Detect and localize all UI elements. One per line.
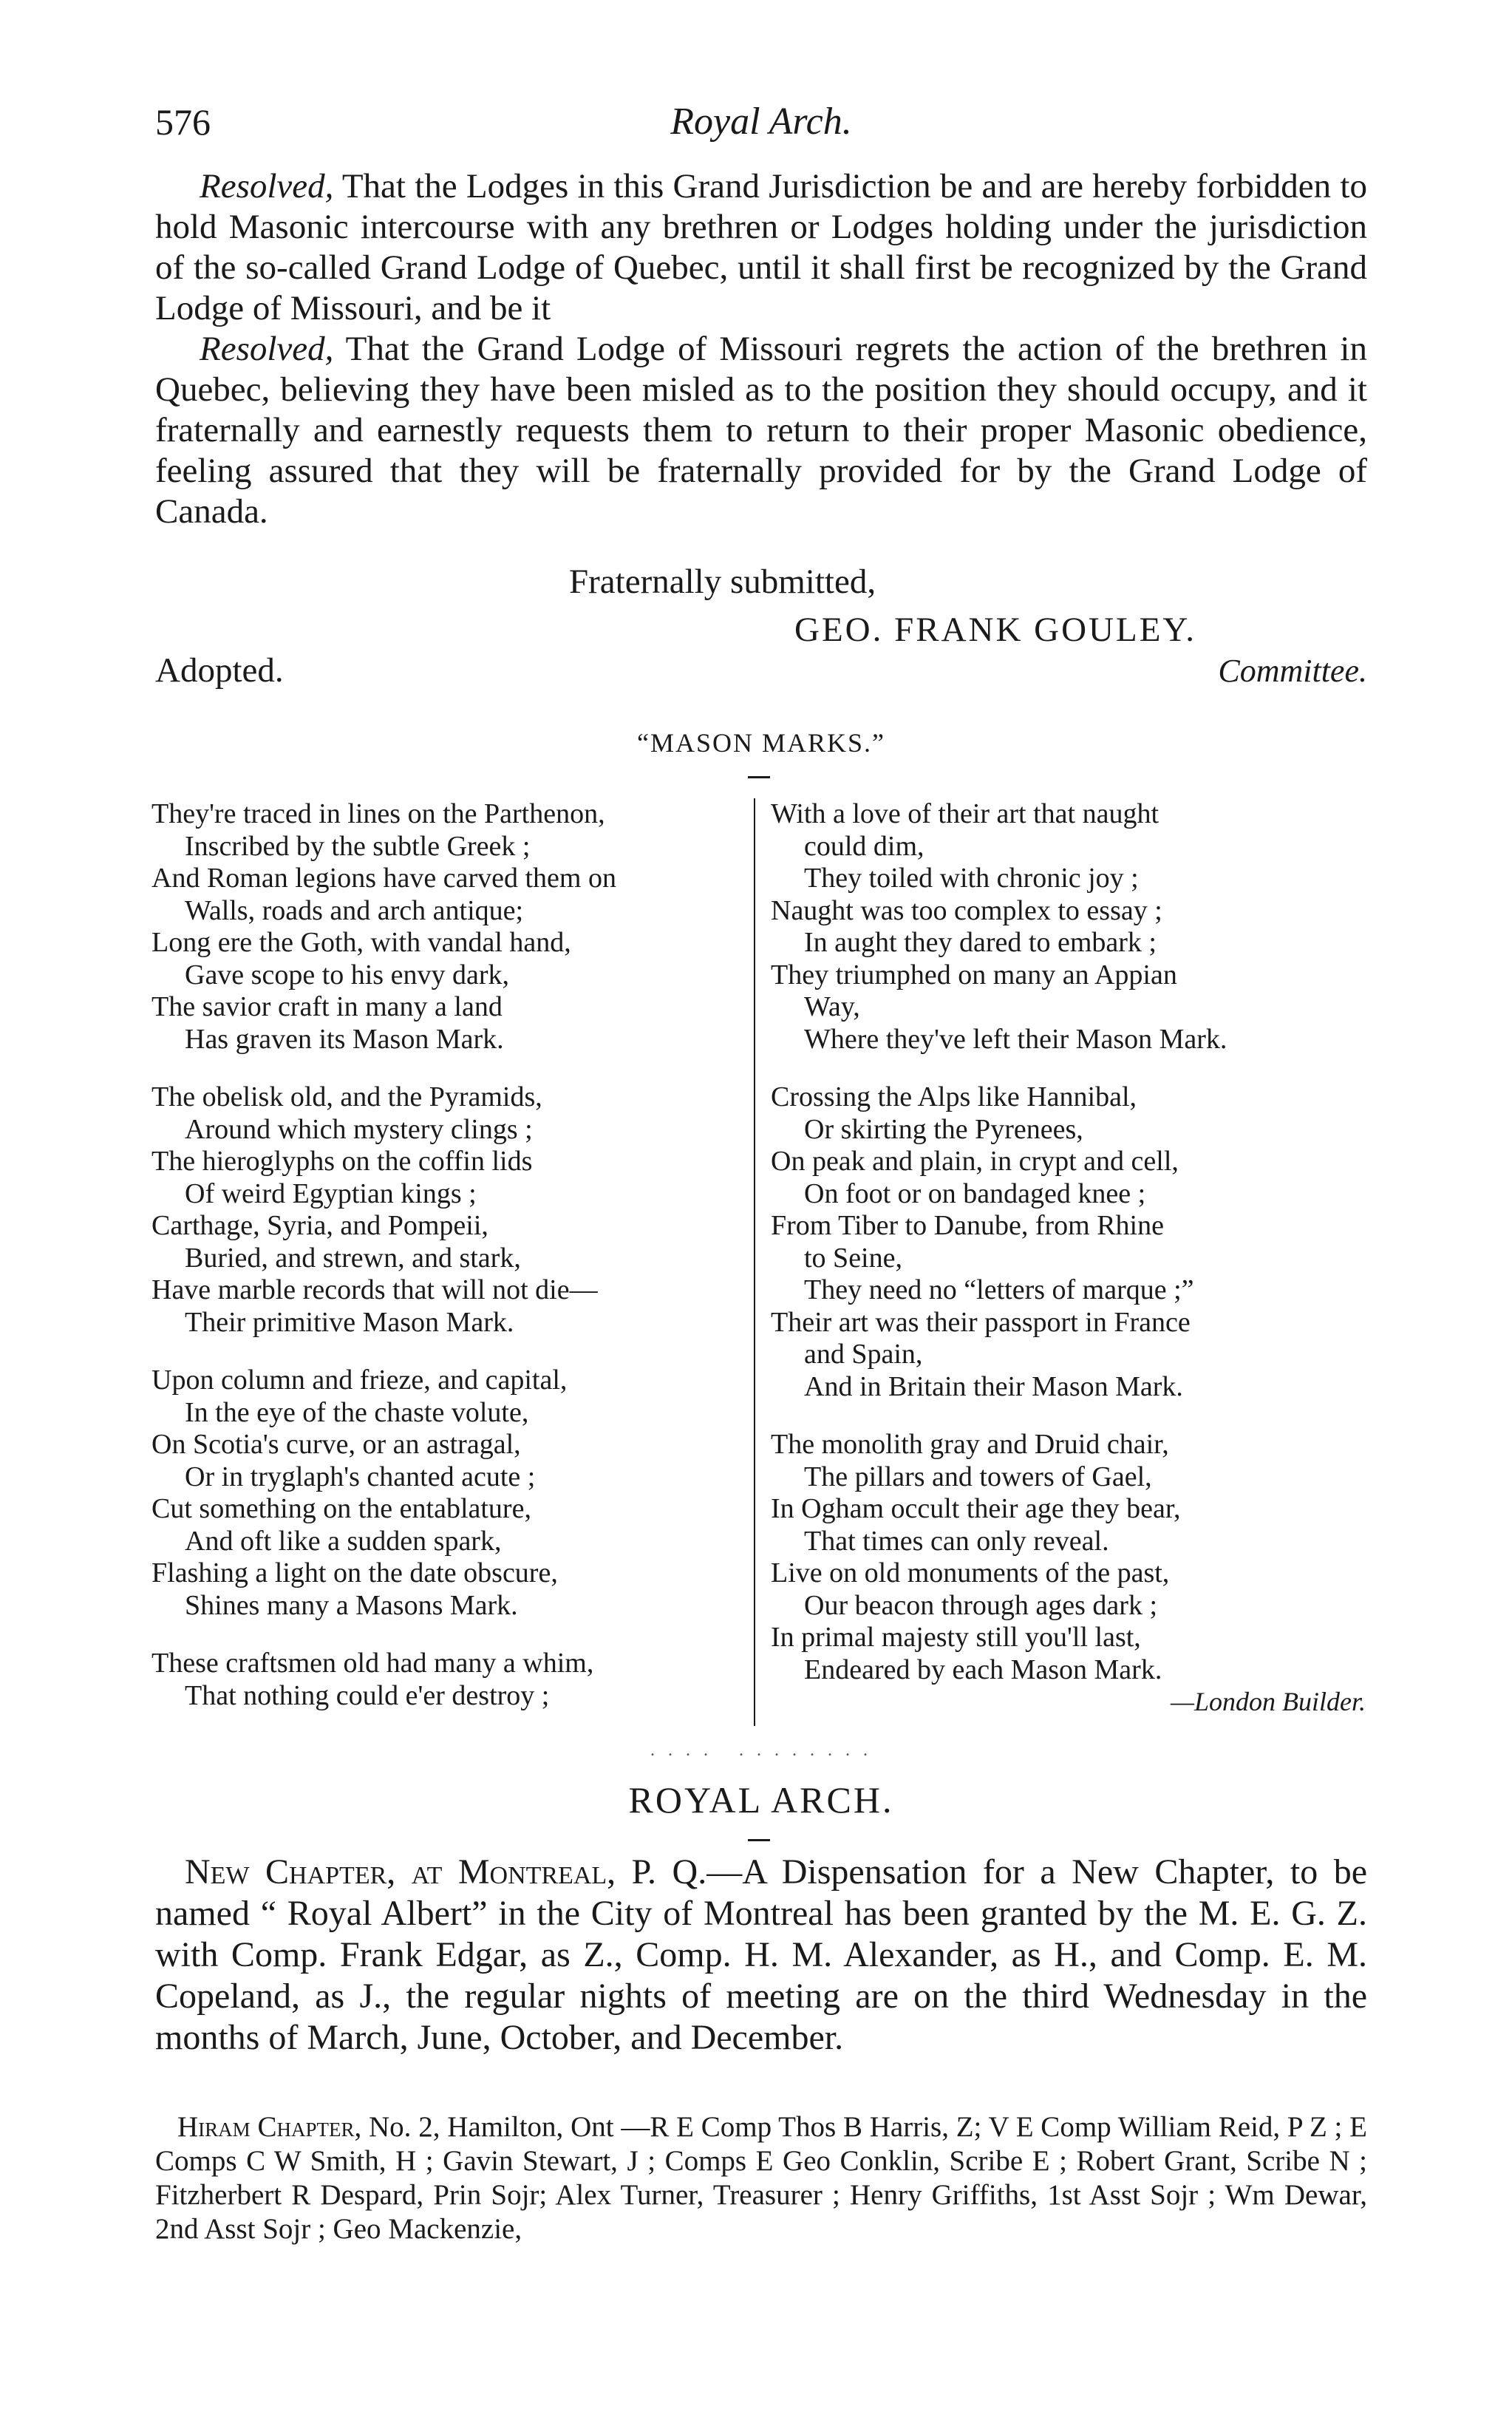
poem-line: to Seine,: [804, 1242, 902, 1274]
poem-line: could dim,: [804, 830, 924, 862]
poem-line: Has graven its Mason Mark.: [185, 1023, 504, 1055]
resolution-lead: Resolved,: [200, 167, 334, 205]
chapter-lead: New Chapter, at Montreal, P. Q.: [185, 1852, 707, 1892]
poem-line: Where they've left their Mason Mark.: [804, 1023, 1227, 1055]
poem-line: Their primitive Mason Mark.: [185, 1306, 514, 1338]
hiram-lead: Hiram Chapter,: [177, 2111, 362, 2143]
resolution-text: That the Grand Lodge of Missouri regrets the action of the brethren in Quebec, believing they have been misled as to the position they should occupy, and it fraternally and earnestly requests them to return to their proper Masonic obedience, feeling assured that they will be fraternally provided for by the Grand Lodge of Canada.: [155, 330, 1367, 531]
chapter-text: —A Dispensation for a New Chapter, to be named “ Royal Albert” in the City of Montreal has been granted by the M. E. G. Z. with Comp. Frank Edgar, as Z., Comp. H. M. Alexander, as H., and Comp. E. M. Copeland, as J., the regular nights of meeting are on the third Wednesday in the months of March, June, October, and December.: [155, 1852, 1368, 2057]
title-divider: [748, 776, 770, 778]
poem-stanza: [151, 1648, 743, 1712]
poem-line: Carthage, Syria, and Pompeii,: [151, 1210, 488, 1241]
poem-line: Shines many a Masons Mark.: [185, 1589, 518, 1621]
poem-line: Our beacon through ages dark ;: [804, 1589, 1158, 1621]
column-divider: [754, 798, 755, 1726]
poem-line: And oft like a sudden spark,: [185, 1525, 502, 1557]
signer-name: GEO. FRANK GOULEY.: [794, 611, 1197, 649]
page-header: [155, 89, 1367, 155]
poem-line: Upon column and frieze, and capital,: [151, 1365, 568, 1396]
poem-line: Flashing a light on the date obscure,: [151, 1557, 558, 1588]
poem-line: And Roman legions have carved them on: [151, 863, 616, 894]
poem-stanza: [151, 1081, 743, 1339]
resolution-lead: Resolved,: [200, 330, 334, 368]
adopted-line: Adopted.: [155, 651, 284, 690]
poem-line: That nothing could e'er destroy ;: [185, 1679, 550, 1711]
poem-stanza: [151, 1365, 743, 1622]
poem-line: Around which mystery clings ;: [185, 1113, 533, 1145]
poem-line: Crossing the Alps like Hannibal,: [771, 1081, 1137, 1112]
poem-line: They toiled with chronic joy ;: [804, 863, 1139, 894]
resolution-text: That the Lodges in this Grand Jurisdiction be and are hereby forbidden to hold Masonic intercourse with any brethren or Lodges holding under the jurisdiction of the so-called Grand Lodge of Quebec, until it shall first be recognized by the Grand Lodge of Missouri, and be it: [155, 167, 1367, 327]
poem-line: Long ere the Goth, with vandal hand,: [151, 927, 571, 958]
poem-line: The hieroglyphs on the coffin lids: [151, 1146, 533, 1177]
poem-line: The pillars and towers of Gael,: [804, 1461, 1152, 1492]
poem-line: and Spain,: [804, 1339, 923, 1370]
hiram-chapter-paragraph: [155, 2110, 1367, 2246]
poem-line: Buried, and strewn, and stark,: [185, 1242, 521, 1274]
poem-column-right: [771, 798, 1366, 1744]
section-divider: [748, 1839, 770, 1841]
poem-stanza: [771, 1081, 1366, 1403]
poem-line: Way,: [804, 991, 860, 1022]
poem-line: Naught was too complex to essay ;: [771, 894, 1162, 926]
poem-line: The savior craft in many a land: [151, 991, 503, 1022]
poem-line: Or in tryglaph's chanted acute ;: [185, 1461, 536, 1492]
poem-line: In the eye of the chaste volute,: [185, 1396, 529, 1428]
poem-stanza: [771, 798, 1366, 1056]
poem-line: These craftsmen old had many a whim,: [151, 1648, 594, 1679]
poem-line: On Scotia's curve, or an astragal,: [151, 1429, 521, 1460]
resolution-paragraph: [155, 166, 1367, 329]
chapter-paragraph: [155, 1852, 1367, 2059]
section-separator: . . . . . . . . . . . .: [650, 1741, 872, 1760]
poem-attribution: —London Builder.: [1170, 1687, 1366, 1716]
poem-line: Walls, roads and arch antique;: [185, 894, 524, 926]
poem-line: Their art was their passport in France: [771, 1306, 1191, 1338]
poem-line: On peak and plain, in crypt and cell,: [771, 1146, 1179, 1177]
running-title: Royal Arch.: [670, 101, 852, 143]
committee-label: Committee.: [1218, 653, 1367, 689]
poem-line: Have marble records that will not die—: [151, 1274, 598, 1305]
resolutions-block: [155, 166, 1367, 532]
poem-line: From Tiber to Danube, from Rhine: [771, 1210, 1164, 1241]
poem-title: “MASON MARKS.”: [636, 728, 886, 758]
poem-stanza: [771, 1429, 1366, 1719]
poem-line: That times can only reveal.: [804, 1525, 1109, 1557]
hiram-text: No. 2, Hamilton, Ont —R E Comp Thos B Harris, Z; V E Comp William Reid, P Z ; E Comps C W Smith, H ; Gavin Stewart, J ; Comps E Geo Conklin, Scribe E ; Robert Grant, Scribe N ; Fitzherbert R Despard, Prin Sojr; Alex Turner, Treasurer ; Henry Griffiths, 1st Asst Sojr ; Wm Dewar, 2nd Asst Sojr ; Geo Mackenzie,: [155, 2111, 1367, 2245]
poem-line: Inscribed by the subtle Greek ;: [185, 830, 531, 862]
poem-stanza: [151, 798, 743, 1056]
poem-line: They're traced in lines on the Parthenon,: [151, 798, 605, 829]
poem-line: They need no “letters of marque ;”: [804, 1274, 1194, 1305]
poem-line: Gave scope to his envy dark,: [185, 959, 509, 990]
poem-line: Cut something on the entablature,: [151, 1493, 531, 1524]
page-number: 576: [155, 101, 211, 143]
poem-line: In Ogham occult their age they bear,: [771, 1493, 1181, 1524]
poem-line: In aught they dared to embark ;: [804, 927, 1157, 958]
poem-line: And in Britain their Mason Mark.: [804, 1370, 1183, 1402]
submitted-line: Fraternally submitted,: [569, 563, 876, 601]
poem-line: Of weird Egyptian kings ;: [185, 1177, 477, 1209]
poem-line: Or skirting the Pyrenees,: [804, 1113, 1083, 1145]
poem-line: They triumphed on many an Appian: [771, 959, 1177, 990]
poem-column-left: [151, 798, 743, 1738]
poem-line: The obelisk old, and the Pyramids,: [151, 1081, 542, 1112]
poem-line: In primal majesty still you'll last,: [771, 1622, 1141, 1653]
resolution-paragraph: [155, 329, 1367, 532]
poem-line: With a love of their art that naught: [771, 798, 1159, 829]
poem-line: Endeared by each Mason Mark.: [804, 1654, 1162, 1685]
section-heading: ROYAL ARCH.: [628, 1779, 894, 1821]
poem-line: The monolith gray and Druid chair,: [771, 1429, 1169, 1460]
poem-line: On foot or on bandaged knee ;: [804, 1177, 1146, 1209]
poem-line: Live on old monuments of the past,: [771, 1557, 1170, 1588]
